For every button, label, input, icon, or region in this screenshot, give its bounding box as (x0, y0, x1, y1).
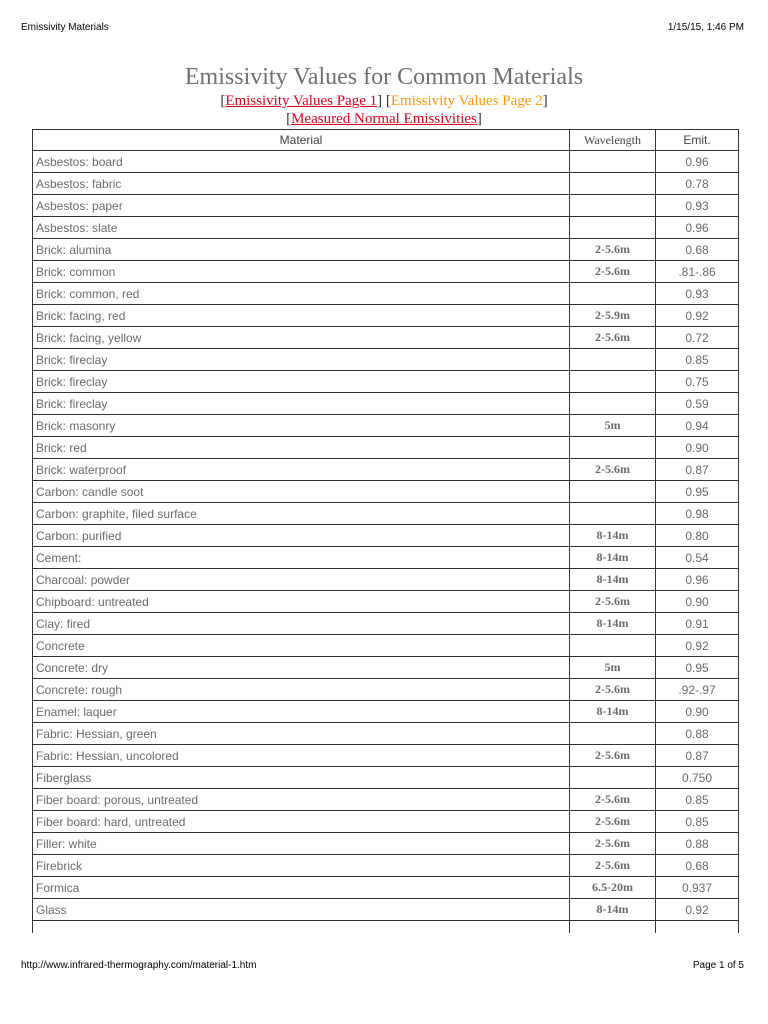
cell-emissivity: 0.92 (656, 899, 739, 921)
table-row (33, 151, 739, 173)
cell-material: Fiber board: hard, untreated (33, 811, 570, 833)
cell-material: Brick: fireclay (33, 349, 570, 371)
cell-emissivity: 0.59 (656, 393, 739, 415)
cell-emissivity: 0.94 (656, 415, 739, 437)
table-row (33, 173, 739, 195)
table-row (33, 679, 739, 701)
table-row (33, 767, 739, 789)
cell-emissivity: .92-.97 (656, 679, 739, 701)
cell-wavelength: 2-5.6m (570, 679, 656, 701)
cell-wavelength (570, 393, 656, 415)
cell-material: Brick: common, red (33, 283, 570, 305)
cell-emissivity: 0.98 (656, 503, 739, 525)
cell-emissivity: 0.85 (656, 811, 739, 833)
cell-material: Cement: (33, 547, 570, 569)
print-header-datetime: 1/15/15, 1:46 PM (667, 22, 744, 33)
cell-wavelength: 5m (570, 415, 656, 437)
cell-wavelength: 6.5-20m (570, 877, 656, 899)
column-header-material: Material (33, 130, 570, 151)
cell-material: Formica (33, 877, 570, 899)
cell-wavelength: 2-5.6m (570, 745, 656, 767)
cell-wavelength: 8-14m (570, 569, 656, 591)
table-row (33, 459, 739, 481)
table-row (33, 833, 739, 855)
table-row (33, 239, 739, 261)
table-row (33, 855, 739, 877)
cell-material: Firebrick (33, 855, 570, 877)
cell-wavelength (570, 349, 656, 371)
cell-wavelength: 5m (570, 657, 656, 679)
table-row (33, 701, 739, 723)
cell-material: Glass (33, 899, 570, 921)
cell-wavelength: 8-14m (570, 701, 656, 723)
cell-emissivity: 0.87 (656, 459, 739, 481)
cell-material: Carbon: candle soot (33, 481, 570, 503)
cell-material: Carbon: purified (33, 525, 570, 547)
cell-emissivity: 0.88 (656, 723, 739, 745)
cell-material: Concrete (33, 635, 570, 657)
cell-material: Brick: masonry (33, 415, 570, 437)
table-row (33, 547, 739, 569)
cell-material: Fabric: Hessian, green (33, 723, 570, 745)
cell-emissivity: 0.90 (656, 591, 739, 613)
cell-wavelength: 2-5.6m (570, 239, 656, 261)
table-row (33, 437, 739, 459)
cell-material: Brick: facing, yellow (33, 327, 570, 349)
cell-emissivity: 0.93 (656, 195, 739, 217)
print-footer-page: Page 1 of 5 (692, 960, 744, 971)
cell-emissivity: 0.937 (656, 877, 739, 899)
table-row (33, 349, 739, 371)
table-row (33, 371, 739, 393)
cell-material: Brick: red (33, 437, 570, 459)
close-bracket: ] (542, 93, 548, 109)
cell-material: Carbon: graphite, filed surface (33, 503, 570, 525)
page-links-row (0, 93, 768, 110)
close-bracket: ] (377, 93, 383, 109)
table-row (33, 525, 739, 547)
table-row (33, 217, 739, 239)
table-row (33, 789, 739, 811)
cell-wavelength: 8-14m (570, 613, 656, 635)
page-title: Emissivity Values for Common Materials (184, 64, 584, 90)
emissivity-table (32, 129, 739, 933)
cell-emissivity: 0.68 (656, 239, 739, 261)
cell-wavelength (570, 371, 656, 393)
cell-emissivity: .81-.86 (656, 261, 739, 283)
cell-wavelength: 2-5.6m (570, 459, 656, 481)
cell-emissivity: 0.96 (656, 569, 739, 591)
table-row (33, 613, 739, 635)
table-row (33, 745, 739, 767)
table-row (33, 261, 739, 283)
cell-wavelength (570, 283, 656, 305)
cell-material: Asbestos: paper (33, 195, 570, 217)
cell-material: Asbestos: slate (33, 217, 570, 239)
cell-wavelength: 2-5.6m (570, 833, 656, 855)
open-bracket: [ (385, 93, 391, 109)
cell-wavelength: 2-5.6m (570, 789, 656, 811)
cell-material: Concrete: rough (33, 679, 570, 701)
cell-wavelength (570, 921, 656, 934)
cell-material (33, 921, 570, 934)
table-row (33, 811, 739, 833)
cell-wavelength (570, 723, 656, 745)
table-row (33, 569, 739, 591)
close-bracket: ] (476, 111, 482, 127)
table-row (33, 723, 739, 745)
table-row (33, 393, 739, 415)
cell-material: Filler: white (33, 833, 570, 855)
table-row (33, 327, 739, 349)
table-row (33, 877, 739, 899)
table-row (33, 635, 739, 657)
cell-material: Charcoal: powder (33, 569, 570, 591)
cell-wavelength (570, 217, 656, 239)
table-row (33, 899, 739, 921)
cell-emissivity: 0.75 (656, 371, 739, 393)
cell-emissivity: 0.91 (656, 613, 739, 635)
table-row (33, 921, 739, 934)
cell-emissivity: 0.95 (656, 657, 739, 679)
cell-emissivity: 0.85 (656, 789, 739, 811)
cell-emissivity: 0.750 (656, 767, 739, 789)
cell-wavelength: 2-5.6m (570, 591, 656, 613)
open-bracket: [ (220, 93, 226, 109)
table-row (33, 503, 739, 525)
measured-link-row (0, 111, 768, 128)
cell-emissivity: 0.78 (656, 173, 739, 195)
cell-material: Enamel: laquer (33, 701, 570, 723)
table-header-row (33, 130, 739, 151)
cell-emissivity: 0.92 (656, 305, 739, 327)
column-header-emit: Emit. (656, 130, 739, 151)
cell-material: Brick: waterproof (33, 459, 570, 481)
cell-material: Concrete: dry (33, 657, 570, 679)
table-row (33, 195, 739, 217)
cell-wavelength (570, 151, 656, 173)
cell-wavelength (570, 503, 656, 525)
cell-emissivity: 0.85 (656, 349, 739, 371)
cell-emissivity: 0.96 (656, 151, 739, 173)
cell-wavelength (570, 195, 656, 217)
table-row (33, 657, 739, 679)
cell-wavelength (570, 173, 656, 195)
cell-emissivity (656, 921, 739, 934)
table-row (33, 481, 739, 503)
table-row (33, 415, 739, 437)
cell-emissivity: 0.92 (656, 635, 739, 657)
open-bracket: [ (286, 111, 292, 127)
table-row (33, 305, 739, 327)
cell-emissivity: 0.90 (656, 437, 739, 459)
cell-emissivity: 0.90 (656, 701, 739, 723)
cell-material: Brick: facing, red (33, 305, 570, 327)
cell-emissivity: 0.93 (656, 283, 739, 305)
print-header-title: Emissivity Materials (21, 22, 109, 33)
cell-material: Fabric: Hessian, uncolored (33, 745, 570, 767)
cell-emissivity: 0.80 (656, 525, 739, 547)
cell-material: Fiber board: porous, untreated (33, 789, 570, 811)
cell-emissivity: 0.95 (656, 481, 739, 503)
print-footer-url: http://www.infrared-thermography.com/material-1.htm (21, 960, 257, 971)
cell-material: Asbestos: board (33, 151, 570, 173)
cell-material: Brick: common (33, 261, 570, 283)
cell-emissivity: 0.88 (656, 833, 739, 855)
table-row (33, 591, 739, 613)
cell-emissivity: 0.68 (656, 855, 739, 877)
cell-emissivity: 0.72 (656, 327, 739, 349)
column-header-wavelength: Wavelength (570, 130, 656, 151)
cell-emissivity: 0.96 (656, 217, 739, 239)
cell-wavelength: 2-5.6m (570, 811, 656, 833)
cell-material: Asbestos: fabric (33, 173, 570, 195)
link-emissivity-page-2[interactable]: Emissivity Values Page 2 (390, 93, 543, 109)
cell-wavelength: 8-14m (570, 899, 656, 921)
cell-material: Chipboard: untreated (33, 591, 570, 613)
cell-material: Clay: fired (33, 613, 570, 635)
cell-material: Fiberglass (33, 767, 570, 789)
table-row (33, 283, 739, 305)
cell-wavelength: 2-5.6m (570, 327, 656, 349)
cell-wavelength: 8-14m (570, 547, 656, 569)
cell-wavelength (570, 635, 656, 657)
cell-wavelength (570, 481, 656, 503)
cell-wavelength: 2-5.6m (570, 261, 656, 283)
cell-emissivity: 0.87 (656, 745, 739, 767)
link-emissivity-page-1[interactable]: Emissivity Values Page 1 (225, 93, 378, 109)
cell-wavelength (570, 437, 656, 459)
link-measured-normal-emissivities[interactable]: Measured Normal Emissivities (291, 111, 477, 127)
cell-wavelength: 8-14m (570, 525, 656, 547)
cell-material: Brick: alumina (33, 239, 570, 261)
cell-emissivity: 0.54 (656, 547, 739, 569)
cell-material: Brick: fireclay (33, 371, 570, 393)
cell-material: Brick: fireclay (33, 393, 570, 415)
cell-wavelength: 2-5.6m (570, 855, 656, 877)
cell-wavelength (570, 767, 656, 789)
cell-wavelength: 2-5.9m (570, 305, 656, 327)
